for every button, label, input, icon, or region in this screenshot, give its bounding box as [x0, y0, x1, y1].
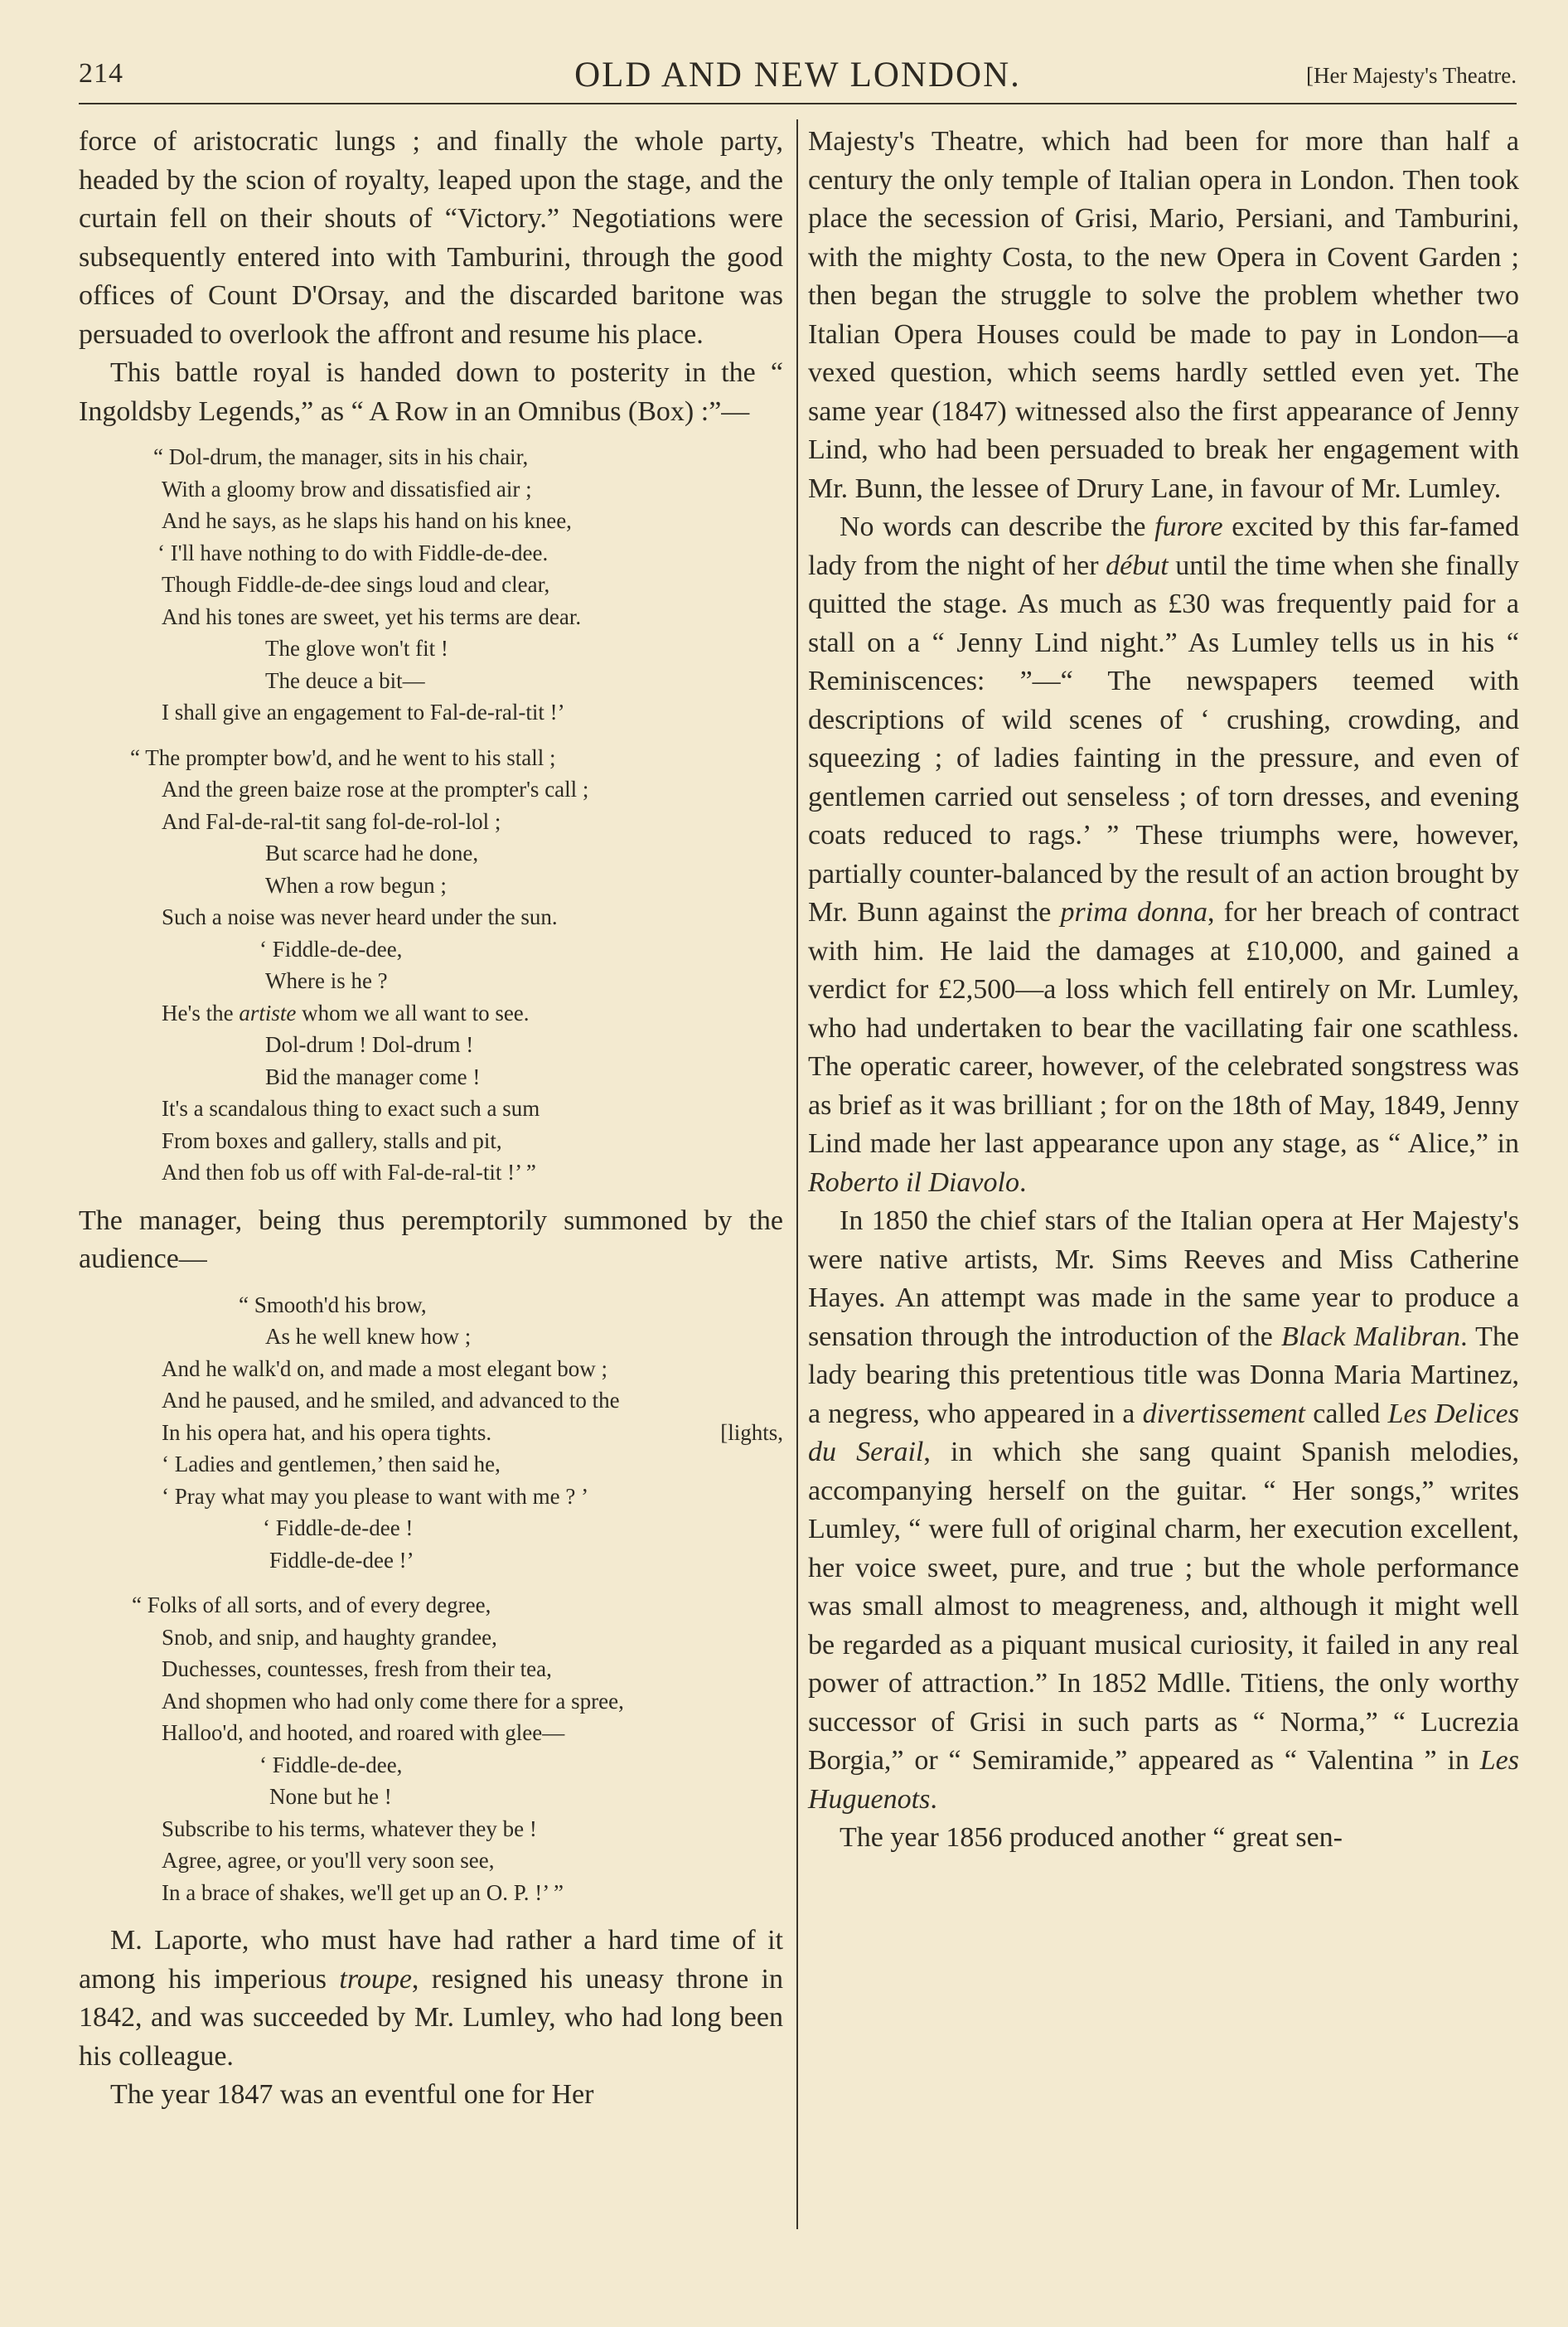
- verse-line: ‘ Fiddle-de-dee,: [259, 1752, 403, 1777]
- verse-line: Fiddle-de-dee !’: [269, 1547, 414, 1573]
- page-title: OLD AND NEW LONDON.: [574, 56, 1021, 95]
- paragraph: The manager, being thus peremptorily summoned by the audience—: [79, 1205, 783, 1274]
- verse-line: “ Dol-drum, the manager, sits in his chair,: [153, 444, 529, 469]
- verse-line: Agree, agree, or you'll very soon see,: [162, 1848, 495, 1873]
- verse-line: Snob, and snip, and haughty grandee,: [162, 1624, 497, 1650]
- verse-line: “ Smooth'd his brow,: [239, 1292, 427, 1317]
- verse-line: Duchesses, countesses, fresh from their tea,: [162, 1656, 552, 1681]
- verse-line: ‘ Fiddle-de-dee !: [263, 1515, 414, 1540]
- verse-line: Such a noise was never heard under the sun.: [162, 904, 558, 929]
- verse-line: And he says, as he slaps his hand on his knee,: [162, 508, 572, 533]
- verse-line: Dol-drum ! Dol-drum !: [265, 1032, 474, 1057]
- verse-line: But scarce had he done,: [265, 841, 479, 865]
- verse-line: “ Folks of all sorts, and of every degree,: [132, 1593, 491, 1617]
- verse-line: As he well knew how ;: [265, 1324, 472, 1349]
- column-divider: [796, 119, 798, 2229]
- verse-line: With a gloomy brow and dissatisfied air ;: [162, 476, 532, 502]
- stanza: [79, 1589, 783, 1908]
- verse-line: Halloo'd, and hooted, and roared with glee—: [162, 1720, 565, 1745]
- stanza: [79, 1289, 783, 1577]
- verse-line: None but he !: [269, 1784, 392, 1809]
- paragraph: force of aristocratic lungs ; and finally the whole party, headed by the scion of royalty, leaped upon the stage, and the curtain fell on their shouts of “Victory.” Negotiations were subsequently entered into with Tamburini, through the good offices of Count D'Orsay, and the discarded baritone was persuaded to overlook the affront and resume his place.: [79, 126, 783, 350]
- section-heading: [Her Majesty's Theatre.: [1305, 63, 1517, 88]
- paragraph: No words can describe the furore excited by this far-famed lady from the night of her début until the time when she finally quitted the stage. As much as £30 was frequently paid for a stall on a “ Jenny Lind night.” As Lumley tells us in his “ Reminiscences: ”—“ The newspapers teemed with descriptions of wild scenes of ‘ crushing, crowding, and squeezing ; of ladies fainting in the pressure, and even of gentlemen carried out senseless ; of torn dresses, and evening coats reduced to rags.’ ” These triumphs were, however, partially counter-balanced by the result of an action brought by Mr. Bunn against the prima donna, for her breach of contract with him. He laid the damages at £10,000, and gained a verdict for £2,500—a loss which fell entirely on Mr. Lumley, who had undertaken to bear the vacillating fair one scathless. The operatic career, however, of the celebrated songstress was as brief as it was brilliant ; for on the 18th of May, 1849, Jenny Lind made her last appearance upon any stage, as “ Alice,” in Roberto il Diavolo.: [808, 511, 1520, 1198]
- verse-line: And the green baize rose at the prompter's call ;: [162, 777, 589, 802]
- verse-line: In a brace of shakes, we'll get up an O. P. !’ ”: [162, 1879, 564, 1905]
- stanza: [79, 441, 783, 729]
- verse-line: And Fal-de-ral-tit sang fol-de-rol-lol ;: [162, 808, 501, 834]
- verse-line: Where is he ?: [265, 968, 388, 993]
- stanza: [79, 742, 783, 1189]
- paragraph: In 1850 the chief stars of the Italian opera at Her Majesty's were native artists, Mr. Sims Reeves and Miss Catherine Hayes. An attempt was made in the same year to produce a sensation through the introduction of the Black Malibran. The lady bearing this pretentious title was Donna Maria Martinez, a negress, who appeared in a divertissement called Les Delices du Serail, in which she sang quaint Spanish melodies, accompanying herself on the guitar. “ Her songs,” writes Lumley, “ were full of original charm, her execution excellent, her voice sweet, pure, and true ; but the whole performance was small almost to meagreness, and, although it might well be regarded as a piquant musical curiosity, it failed in any real power of attraction.” In 1852 Mdlle. Titiens, the only worthy successor of Grisi in such parts as “ Norma,” “ Lucrezia Borgia,” or “ Semiramide,” appeared as “ Valentina ” in Les Huguenots.: [808, 1205, 1520, 1815]
- verse-line: I shall give an engagement to Fal-de-ral-tit !’: [162, 700, 565, 725]
- verse-line: From boxes and gallery, stalls and pit,: [162, 1127, 502, 1153]
- running-header: [79, 55, 1517, 103]
- verse-block: [79, 441, 783, 1189]
- verse-line: And his tones are sweet, yet his terms are dear.: [162, 604, 582, 629]
- paragraph: Majesty's Theatre, which had been for more than half a century the only temple of Italian opera in London. Then took place the secession of Grisi, Mario, Persiani, and Tamburini, with the mighty Costa, to the new Opera in Covent Garden ; then began the struggle to solve the problem whether two Italian Opera Houses could be made to pay in London—a vexed question, which seems hardly settled even yet. The same year (1847) witnessed also the first appearance of Jenny Lind, who had been persuaded to break her engagement with Mr. Bunn, the lessee of Drury Lane, in favour of Mr. Lumley.: [808, 126, 1519, 504]
- verse-line: ‘ Pray what may you please to want with me ? ’: [162, 1483, 589, 1509]
- verse-line: Subscribe to his terms, whatever they be !: [162, 1816, 537, 1841]
- paragraph: The year 1856 produced another “ great sen-: [840, 1822, 1343, 1853]
- paragraph: This battle royal is handed down to posterity in the “ Ingoldsby Legends,” as “ A Row in an Omnibus (Box) :”—: [79, 357, 783, 427]
- header-rule: [79, 103, 1517, 104]
- verse-block: [79, 1289, 783, 1909]
- verse-line: ‘ Fiddle-de-dee,: [259, 936, 403, 962]
- verse-line: Though Fiddle-de-dee sings loud and clear,: [162, 572, 550, 597]
- verse-line: “ The prompter bow'd, and he went to his stall ;: [130, 744, 556, 770]
- verse-line: And he paused, and he smiled, and advanced to the: [162, 1388, 620, 1413]
- verse-line: The deuce a bit—: [265, 667, 425, 693]
- verse-line: In his opera hat, and his opera tights. [lights,: [162, 1419, 783, 1445]
- verse-line: When a row begun ;: [265, 872, 447, 898]
- verse-line: And then fob us off with Fal-de-ral-tit !’ ”: [162, 1160, 536, 1185]
- verse-line: It's a scandalous thing to exact such a sum: [162, 1096, 540, 1121]
- verse-line: Bid the manager come !: [265, 1064, 481, 1089]
- page-number: 214: [79, 58, 123, 89]
- verse-line: ‘ Ladies and gentlemen,’ then said he,: [162, 1452, 501, 1476]
- verse-line: The glove won't fit !: [265, 636, 448, 661]
- verse-line: And shopmen who had only come there for a spree,: [162, 1688, 624, 1714]
- verse-line: ‘ I'll have nothing to do with Fiddle-de-dee.: [157, 540, 549, 565]
- paragraph: The year 1847 was an eventful one for Her: [110, 2079, 594, 2110]
- paragraph: M. Laporte, who must have had rather a hard time of it among his imperious troupe, resigned his uneasy throne in 1842, and was succeeded by Mr. Lumley, who had long been his colleague.: [79, 1925, 784, 2072]
- right-column: [808, 123, 1519, 1858]
- verse-line: And he walk'd on, and made a most elegant bow ;: [162, 1355, 607, 1381]
- left-column: [79, 123, 783, 2115]
- verse-line: He's the artiste whom we all want to see.: [162, 1000, 530, 1025]
